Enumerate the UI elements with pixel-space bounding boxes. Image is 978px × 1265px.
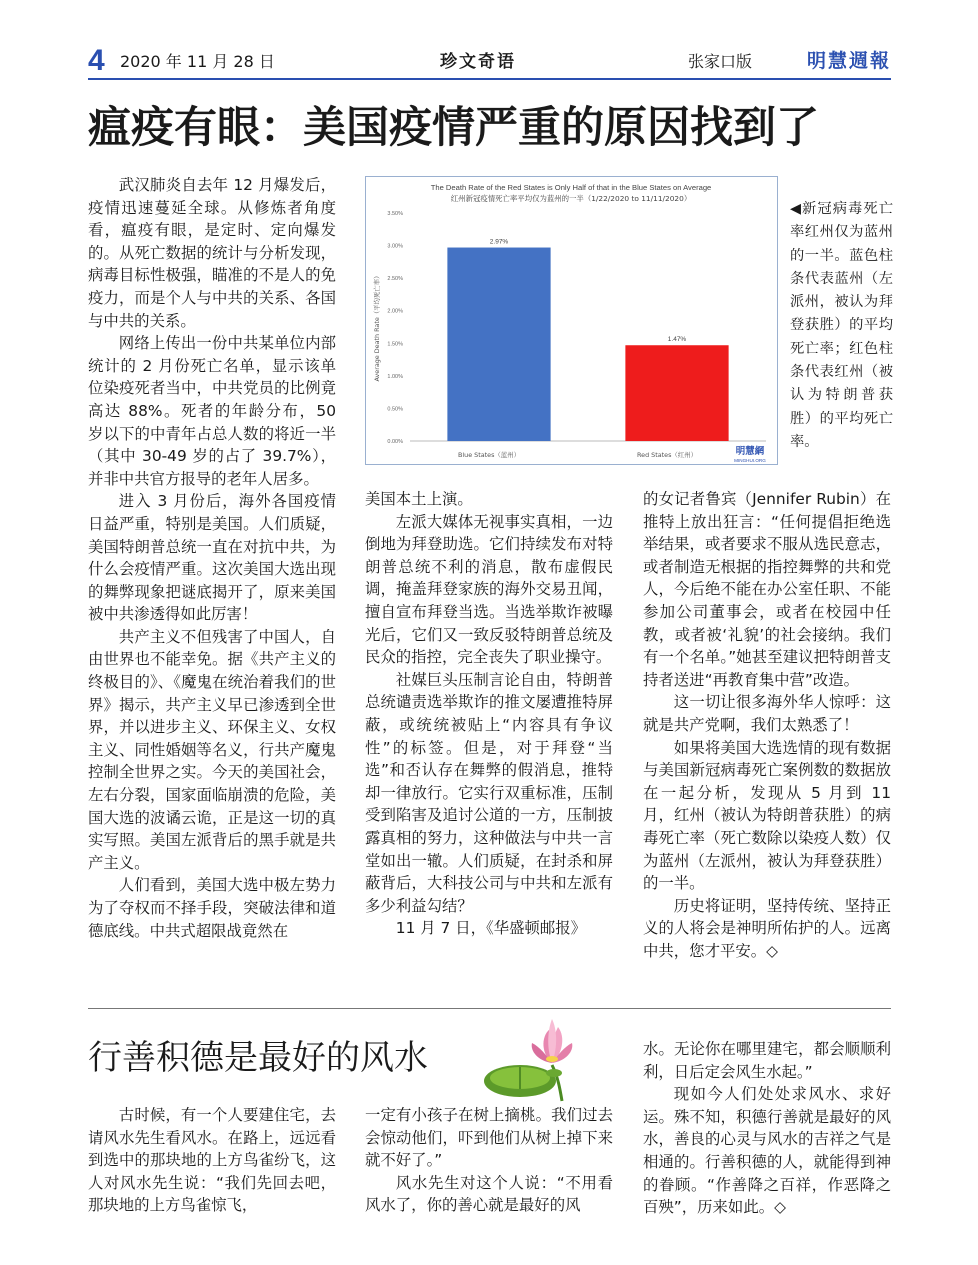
y-tick-label: 3.50% [387,211,403,217]
y-tick-label: 2.00% [387,308,403,315]
article-column-1 [88,174,336,942]
article2-headline: 行善积德是最好的风水 [88,1038,428,1078]
x-tick-label: Red States（红州） [637,451,697,459]
chart-canvas [366,177,777,464]
issue-date: 2020 年 11 月 28 日 [120,52,275,71]
y-tick-label: 0.00% [387,439,403,445]
article-column-2 [365,488,613,940]
death-rate-chart [365,176,778,465]
chart-caption: ◀新冠病毒死亡率红州仅为蓝州的一半。蓝色柱条代表蓝州（左派州，被认为拜登获胜）的平均死亡率；红色柱条代表红州（被认为特朗普获胜）的平均死亡率。 [790,201,893,450]
article-divider [88,1008,891,1009]
paragraph: 左派大媒体无视事实真相，一边倒地为拜登助选。它们持续发布对特朗普总统不利的消息，散布虚假民调，掩盖拜登家族的海外交易丑闻，擅自宣布拜登当选。当选举欺诈被曝光后，它们又一致反驳特朗普总统及民众的指控，完全丧失了职业操守。 [365,512,613,667]
paragraph: 的女记者鲁宾（Jennifer Rubin）在推特上放出狂言：“任何提倡拒绝选举结果，或者要求不服从选民意志，或者制造无根据的指控舞弊的共和党人，今后绝不能在办公室任职、不能参加公司董事会，或者在校园中任教，或者被‘礼貌’的社会接纳。我们有一个名单。”她甚至建议把特朗普支持者送进“再教育集中营”改造。 [643,490,891,689]
paragraph: 历史将证明，坚持传统、坚持正义的人将会是神明所佑护的人。远离中共，您才平安。◇ [643,896,891,960]
paragraph: 美国本土上演。 [365,490,473,508]
paragraph: 网络上传出一份中共某单位内部统计的 2 月份死亡名单，显示该单位染疫死者当中，中共党员的比例竟高达 88%。死者的年龄分布，50 岁以下的中青年占总人数的将近一半（其中 30-49 岁的占了 39.7%），并非中共官方报导的老年人居多。 [88,334,336,488]
y-tick-label: 1.00% [387,373,403,380]
masthead-logo: 明慧週報 [806,50,891,72]
y-tick-label: 3.00% [387,243,403,250]
article2-column-1 [88,1104,336,1217]
lotus-flower-icon [480,1015,590,1103]
y-axis-label: Average Death Rate（平均死亡率） [373,272,381,382]
section-name: 珍文奇语 [440,52,516,72]
paragraph: 水。无论你在哪里建宅，都会顺顺利利，日后定会风生水起。” [643,1040,891,1081]
paragraph: 11 月 7 日，《华盛顿邮报》 [395,919,587,938]
article2-column-3 [643,1038,891,1219]
article-column-3 [643,488,891,962]
paragraph: 进入 3 月份后，海外各国疫情日益严重，特别是美国。人们质疑，美国特朗普总统一直在对抗中共，为什么会疫情严重。这次美国大选出现的舞弊现象把谜底揭开了，原来美国被中共渗透得如此厉害！ [88,492,336,624]
article-headline: 瘟疫有眼：美国疫情严重的原因找到了 [88,103,819,153]
chart-title: The Death Rate of the Red States is Only Half of that in the Blue States on Average [430,183,712,192]
paragraph: 人们看到，美国大选中极左势力为了夺权而不择手段，突破法律和道德底线。中共式超限战竟然在 [88,876,336,940]
y-tick-label: 2.50% [387,276,403,283]
y-tick-label: 0.50% [387,406,403,413]
watermark-logo: 明慧網 [735,446,765,457]
bar-1 [625,345,728,441]
edition-name: 张家口版 [688,52,753,71]
paragraph: 如果将美国大选选情的现有数据与美国新冠病毒死亡案例数的数据放在一起分析，发现从 5 月到 11 月，红州（被认为特朗普获胜）的病毒死亡率（死亡数除以染疫人数）仅为蓝州（左派州，被认为拜登获胜）的一半。 [643,738,891,893]
paragraph: 这一切让很多海外华人惊呼：这就是共产党啊，我们太熟悉了！ [643,693,891,734]
paragraph: 风水先生对这个人说：“不用看风水了，你的善心就是最好的风 [365,1173,613,1215]
page-number: 4 [88,44,105,77]
paragraph: 共产主义不但残害了中国人，自由世界也不能幸免。据《共产主义的终极目的》、《魔鬼在统治着我们的世界》揭示，共产主义早已渗透到全世界，并以进步主义、环保主义、女权主义、同性婚姻等名义，行共产魔鬼控制全世界之实。今天的美国社会，左右分裂，国家面临崩溃的危险，美国大选的波谲云诡，正是这一切的真实写照。美国左派背后的黑手就是共产主义。 [88,627,336,872]
chart-subtitle: 红州新冠疫情死亡率平均仅为蓝州的一半（1/22/2020 to 11/11/2020） [450,194,692,203]
watermark-url: MINGHUI.ORG [734,458,766,463]
bar-value-label: 1.47% [667,336,687,344]
paragraph: 古时候，有一个人要建住宅，去请风水先生看风水。在路上，远远看到选中的那块地的上方鸟雀纷飞，这人对风水先生说：“我们先回去吧，那块地的上方鸟雀惊飞， [88,1106,336,1215]
article2-column-2 [365,1104,613,1217]
paragraph: 武汉肺炎自去年 12 月爆发后，疫情迅速蔓延全球。从修炼者角度看，瘟疫有眼，是定时、定向爆发的。从死亡数据的统计与分析发现，病毒目标性极强，瞄准的不是人的免疫力，而是个人与中共的关系、各国与中共的关系。 [88,176,336,330]
paragraph: 社媒巨头压制言论自由，特朗普总统谴责选举欺诈的推文屡遭推特屏蔽，或统统被贴上“内容具有争议性”的标签。但是，对于拜登“当选”和否认存在舞弊的假消息，推特却一律放行。它实行双重标准，压制受到陷害及追讨公道的一方，压制披露真相的努力，这种做法与中共一言堂如出一辙。人们质疑，在封杀和屏蔽背后，大科技公司与中共和左派有多少利益勾结？ [365,670,613,915]
bar-0 [447,248,550,441]
bar-value-label: 2.97% [489,238,509,246]
y-tick-label: 1.50% [387,341,403,348]
header-rule [88,78,891,80]
paragraph: 一定有小孩子在树上摘桃。我们过去会惊动他们，吓到他们从树上掉下来就不好了。” [365,1106,613,1170]
page-header [88,44,891,78]
paragraph: 现如今人们处处求风水、求好运。殊不知，积德行善就是最好的风水，善良的心灵与风水的吉祥之气是相通的。行善积德的人，就能得到神的眷顾。“作善降之百祥，作恶降之百殃”，历来如此。◇ [643,1085,891,1217]
x-tick-label: Blue States（蓝州） [458,451,520,459]
